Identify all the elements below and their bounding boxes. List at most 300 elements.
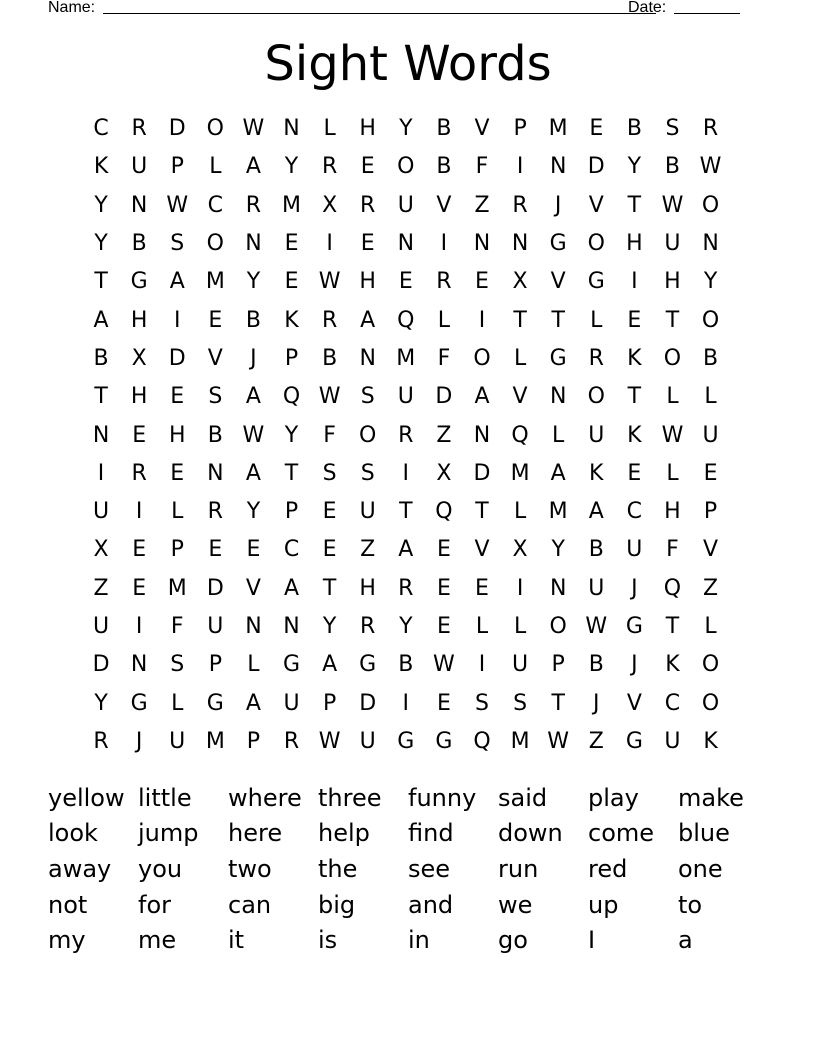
word-list-item: my	[48, 926, 86, 955]
grid-letter: B	[436, 154, 452, 180]
grid-letter: M	[282, 192, 301, 218]
grid-letter: O	[206, 231, 224, 257]
grid-letter: R	[245, 192, 262, 218]
grid-letter: O	[587, 231, 605, 257]
word-list-row	[48, 851, 768, 887]
grid-letter: J	[631, 575, 638, 601]
grid-letter: E	[132, 575, 147, 601]
word-list-item: come	[588, 819, 655, 848]
grid-letter: T	[627, 384, 642, 410]
word-list-item: two	[228, 854, 272, 883]
grid-letter: B	[626, 116, 642, 142]
grid-letter: H	[359, 116, 376, 142]
grid-letter: O	[701, 690, 720, 716]
grid-letter: R	[131, 460, 147, 486]
grid-letter: R	[321, 307, 338, 333]
grid-letter: E	[436, 690, 451, 716]
grid-letter: W	[547, 728, 570, 754]
grid-letter: E	[703, 460, 718, 486]
grid-letter: L	[666, 460, 679, 486]
grid-letter: R	[702, 116, 719, 142]
grid-letter: C	[283, 537, 300, 563]
grid-letter: G	[397, 728, 415, 754]
grid-letter: K	[627, 422, 642, 448]
grid-letter: I	[402, 690, 410, 716]
grid-letter: B	[398, 652, 414, 678]
grid-letter: N	[245, 614, 262, 639]
word-list-item: blue	[678, 819, 730, 848]
grid-letter: R	[398, 422, 414, 448]
grid-letter: X	[512, 269, 528, 295]
grid-letter: B	[703, 345, 719, 371]
grid-letter: Y	[94, 192, 108, 218]
grid-letter: U	[359, 499, 376, 525]
grid-letter: G	[130, 269, 148, 295]
grid-letter: A	[245, 154, 261, 180]
grid-letter: D	[435, 384, 453, 410]
word-list-item: a	[678, 926, 693, 955]
grid-letter: W	[661, 422, 684, 448]
grid-letter: R	[398, 575, 414, 601]
grid-letter: F	[475, 154, 489, 180]
word-list-item: yellow	[48, 783, 125, 812]
grid-letter: E	[132, 422, 147, 448]
grid-row	[82, 187, 730, 225]
grid-letter: L	[704, 614, 717, 639]
grid-letter: E	[208, 537, 223, 563]
grid-letter: Q	[397, 307, 415, 333]
grid-letter: K	[589, 460, 604, 486]
grid-letter: H	[664, 499, 681, 525]
grid-letter: V	[626, 690, 642, 716]
word-list-item: and	[408, 890, 454, 919]
grid-letter: Y	[703, 269, 718, 295]
grid-letter: J	[554, 192, 562, 218]
grid-letter: O	[397, 154, 415, 180]
grid-letter: P	[208, 652, 222, 678]
grid-letter: I	[631, 269, 638, 295]
word-list-item: said	[498, 783, 548, 812]
grid-row	[82, 263, 730, 301]
grid-letter: J	[593, 690, 600, 716]
word-list-item: to	[678, 890, 703, 919]
grid-letter: U	[588, 575, 605, 601]
grid-letter: T	[513, 307, 527, 333]
grid-letter: F	[666, 537, 679, 563]
grid-letter: B	[131, 231, 147, 257]
grid-row	[82, 493, 730, 531]
grid-letter: M	[510, 728, 530, 754]
grid-letter: Y	[322, 614, 337, 639]
grid-letter: L	[513, 614, 527, 639]
grid-letter: V	[436, 192, 452, 218]
grid-letter: A	[245, 384, 261, 410]
grid-row	[82, 340, 730, 378]
grid-letter: F	[323, 422, 336, 448]
grid-letter: I	[516, 575, 524, 601]
word-list-item: for	[138, 890, 171, 919]
grid-letter: N	[549, 384, 567, 410]
grid-letter: L	[171, 499, 184, 525]
grid-letter: O	[587, 384, 605, 410]
grid-letter: W	[166, 192, 189, 218]
grid-letter: I	[440, 231, 448, 257]
word-list-item: the	[318, 854, 358, 883]
grid-letter: I	[478, 652, 486, 678]
grid-letter: U	[92, 614, 110, 639]
date-write-line	[674, 13, 740, 14]
grid-letter: E	[627, 307, 642, 333]
grid-letter: H	[359, 575, 376, 601]
grid-letter: T	[475, 499, 489, 525]
grid-letter: R	[512, 192, 528, 218]
grid-letter: J	[250, 345, 257, 371]
grid-letter: V	[474, 537, 490, 563]
grid-letter: S	[322, 460, 337, 486]
grid-letter: R	[131, 116, 147, 142]
grid-letter: G	[282, 652, 301, 678]
grid-letter: Y	[551, 537, 565, 563]
word-list-item: away	[48, 854, 112, 883]
grid-letter: B	[588, 537, 604, 563]
grid-letter: D	[359, 690, 377, 716]
grid-row	[82, 531, 730, 569]
grid-letter: F	[437, 345, 451, 371]
grid-letter: A	[588, 499, 604, 525]
grid-letter: G	[435, 728, 453, 754]
grid-letter: U	[664, 231, 681, 257]
grid-letter: R	[93, 728, 109, 754]
grid-letter: W	[699, 154, 722, 180]
grid-letter: B	[588, 652, 604, 678]
grid-letter: U	[512, 652, 529, 678]
grid-letter: W	[661, 192, 684, 218]
grid-row	[82, 225, 730, 263]
grid-letter: P	[284, 345, 299, 371]
word-list-item: we	[498, 890, 533, 919]
grid-letter: O	[206, 116, 224, 142]
grid-letter: E	[284, 269, 299, 295]
grid-letter: E	[436, 614, 451, 639]
grid-letter: O	[549, 614, 567, 639]
grid-letter: O	[473, 345, 491, 371]
grid-letter: L	[513, 345, 527, 371]
grid-letter: Q	[282, 384, 301, 410]
grid-letter: T	[551, 690, 565, 716]
word-list-item: go	[498, 926, 528, 955]
grid-letter: A	[322, 652, 338, 678]
grid-letter: L	[437, 307, 451, 333]
grid-letter: T	[551, 307, 565, 333]
grid-letter: L	[513, 499, 527, 525]
grid-letter: W	[318, 269, 341, 295]
grid-letter: B	[436, 116, 452, 142]
word-list-item: here	[228, 819, 283, 848]
grid-letter: X	[93, 537, 109, 563]
worksheet-header	[48, 0, 748, 19]
grid-letter: V	[703, 537, 719, 563]
grid-letter: A	[93, 307, 109, 333]
grid-letter: R	[360, 192, 376, 218]
grid-letter: D	[473, 460, 491, 486]
grid-letter: L	[704, 384, 717, 410]
grid-letter: V	[512, 384, 528, 410]
word-list-item: me	[138, 926, 177, 955]
grid-letter: S	[170, 652, 185, 678]
word-list-item: not	[48, 890, 88, 919]
word-list-row	[48, 922, 768, 958]
grid-letter: L	[247, 652, 260, 678]
word-list-row	[48, 816, 768, 852]
grid-letter: N	[549, 575, 567, 601]
word-list-item: is	[318, 926, 338, 955]
word-list-row	[48, 780, 768, 816]
grid-letter: S	[513, 690, 528, 716]
grid-letter: U	[702, 422, 719, 448]
grid-letter: M	[396, 345, 416, 371]
grid-letter: A	[245, 460, 261, 486]
grid-letter: A	[474, 384, 490, 410]
grid-letter: T	[399, 499, 413, 525]
grid-letter: G	[206, 690, 224, 716]
grid-letter: L	[475, 614, 489, 639]
grid-letter: Y	[284, 422, 299, 448]
grid-letter: Q	[435, 499, 453, 525]
grid-letter: N	[397, 231, 415, 257]
grid-letter: E	[436, 537, 451, 563]
grid-letter: O	[701, 307, 720, 333]
grid-letter: I	[402, 460, 410, 486]
name-write-line	[103, 13, 656, 14]
grid-letter: R	[360, 614, 376, 639]
word-list-item: it	[228, 926, 245, 955]
word-list-item: I	[588, 926, 596, 955]
grid-letter: B	[207, 422, 223, 448]
grid-letter: D	[587, 154, 605, 180]
grid-letter: E	[284, 231, 299, 257]
grid-letter: Z	[703, 575, 719, 601]
grid-letter: N	[130, 652, 148, 678]
word-list-item: make	[678, 783, 744, 812]
grid-letter: D	[168, 116, 186, 142]
word-list-item: up	[588, 890, 619, 919]
grid-letter: N	[283, 614, 300, 639]
grid-row	[82, 110, 730, 148]
grid-letter: N	[92, 422, 110, 448]
grid-letter: Q	[511, 422, 529, 448]
grid-letter: Y	[246, 269, 261, 295]
grid-letter: K	[284, 307, 299, 333]
grid-row	[82, 570, 730, 608]
grid-letter: C	[207, 192, 224, 218]
grid-letter: N	[549, 154, 567, 180]
grid-letter: E	[360, 154, 375, 180]
word-list-item: see	[408, 854, 451, 883]
grid-letter: J	[135, 728, 143, 754]
word-list	[48, 780, 768, 958]
grid-letter: G	[549, 345, 567, 371]
word-list-item: run	[498, 854, 539, 883]
grid-letter: E	[398, 269, 413, 295]
grid-letter: E	[475, 575, 489, 601]
grid-letter: R	[207, 499, 223, 525]
grid-letter: E	[170, 384, 185, 410]
grid-letter: X	[322, 192, 338, 218]
grid-letter: U	[397, 192, 414, 218]
grid-letter: W	[318, 384, 341, 410]
word-list-item: little	[138, 783, 192, 812]
grid-letter: G	[625, 728, 643, 754]
grid-letter: O	[701, 652, 720, 678]
grid-letter: N	[702, 231, 719, 257]
grid-letter: Y	[399, 614, 413, 639]
grid-letter: H	[168, 422, 186, 448]
grid-letter: O	[663, 345, 682, 371]
word-list-item: look	[48, 819, 98, 848]
grid-letter: G	[549, 231, 567, 257]
grid-letter: X	[436, 460, 452, 486]
grid-letter: U	[169, 728, 186, 754]
grid-letter: A	[245, 690, 261, 716]
page-title: Sight Words	[264, 36, 552, 92]
grid-letter: I	[478, 307, 486, 333]
grid-letter: W	[242, 422, 265, 448]
grid-letter: C	[626, 499, 643, 525]
grid-letter: T	[322, 575, 337, 601]
grid-letter: U	[359, 728, 376, 754]
grid-letter: Z	[360, 537, 376, 563]
grid-letter: L	[323, 116, 336, 142]
grid-letter: R	[283, 728, 300, 754]
grid-letter: S	[665, 116, 680, 142]
grid-letter: L	[171, 690, 184, 716]
grid-row	[82, 723, 730, 761]
grid-letter: V	[207, 345, 223, 371]
grid-letter: X	[131, 345, 147, 371]
grid-letter: T	[284, 460, 299, 486]
grid-letter: Y	[627, 154, 642, 180]
grid-letter: Y	[284, 154, 299, 180]
grid-letter: W	[242, 116, 265, 142]
grid-letter: Y	[94, 690, 108, 716]
grid-letter: I	[516, 154, 524, 180]
grid-letter: S	[475, 690, 489, 716]
grid-letter: W	[318, 728, 341, 754]
grid-letter: M	[167, 575, 187, 601]
name-label: Name:	[48, 0, 96, 16]
grid-row	[82, 416, 730, 454]
grid-letter: P	[284, 499, 299, 525]
grid-letter: T	[94, 384, 108, 410]
grid-letter: T	[627, 192, 642, 218]
grid-letter: U	[664, 728, 681, 754]
grid-letter: K	[627, 345, 642, 371]
grid-letter: X	[512, 537, 528, 563]
grid-letter: R	[436, 269, 452, 295]
grid-letter: Y	[94, 231, 108, 257]
grid-letter: N	[473, 422, 491, 448]
word-list-item: where	[228, 783, 302, 812]
word-list-item: red	[588, 854, 628, 883]
grid-letter: A	[169, 269, 185, 295]
grid-letter: D	[168, 345, 186, 371]
grid-letter: Q	[473, 728, 491, 754]
grid-letter: Y	[246, 499, 261, 525]
grid-letter: N	[130, 192, 148, 218]
grid-letter: G	[130, 690, 148, 716]
grid-letter: V	[474, 116, 490, 142]
grid-letter: U	[626, 537, 643, 563]
grid-letter: V	[245, 575, 261, 601]
grid-letter: P	[170, 537, 184, 563]
grid-letter: P	[170, 154, 184, 180]
grid-letter: U	[397, 384, 414, 410]
grid-letter: P	[246, 728, 261, 754]
grid-letter: I	[326, 231, 333, 257]
grid-letter: H	[130, 384, 148, 410]
grid-letter: O	[359, 422, 377, 448]
grid-letter: E	[170, 460, 185, 486]
grid-letter: S	[360, 460, 375, 486]
grid-letter: N	[473, 231, 491, 257]
grid-row	[82, 608, 730, 646]
grid-letter: O	[701, 192, 720, 218]
grid-letter: F	[170, 614, 184, 639]
word-list-item: can	[228, 890, 272, 919]
grid-letter: K	[703, 728, 718, 754]
grid-letter: M	[205, 269, 225, 295]
grid-letter: E	[589, 116, 604, 142]
grid-letter: P	[551, 652, 565, 678]
grid-letter: A	[283, 575, 300, 601]
grid-letter: Z	[474, 192, 490, 218]
grid-letter: V	[550, 269, 566, 295]
grid-letter: K	[665, 652, 680, 678]
grid-letter: C	[664, 690, 681, 716]
grid-letter: E	[475, 269, 489, 295]
grid-letter: G	[359, 652, 377, 678]
grid-letter: U	[207, 614, 224, 639]
grid-letter: I	[135, 499, 143, 525]
grid-letter: R	[588, 345, 604, 371]
word-list-item: find	[408, 819, 454, 848]
grid-letter: A	[550, 460, 566, 486]
grid-letter: B	[664, 154, 680, 180]
word-list-item: down	[498, 819, 563, 848]
grid-letter: U	[131, 154, 148, 180]
grid-letter: Z	[436, 422, 452, 448]
grid-letter: L	[590, 307, 603, 333]
grid-letter: U	[283, 690, 300, 716]
grid-letter: P	[703, 499, 718, 525]
grid-row	[82, 378, 730, 416]
grid-letter: H	[359, 269, 376, 295]
grid-row	[82, 455, 730, 493]
word-list-item: big	[318, 890, 356, 919]
grid-letter: L	[209, 154, 222, 180]
grid-letter: M	[548, 499, 568, 525]
word-list-item: three	[318, 783, 382, 812]
grid-letter: T	[665, 307, 680, 333]
grid-letter: U	[588, 422, 605, 448]
grid-letter: P	[322, 690, 337, 716]
grid-letter: D	[206, 575, 224, 601]
grid-letter: E	[322, 537, 337, 563]
grid-letter: G	[625, 614, 643, 639]
grid-letter: J	[631, 652, 638, 678]
grid-letter: E	[132, 537, 147, 563]
grid-row	[82, 301, 730, 339]
